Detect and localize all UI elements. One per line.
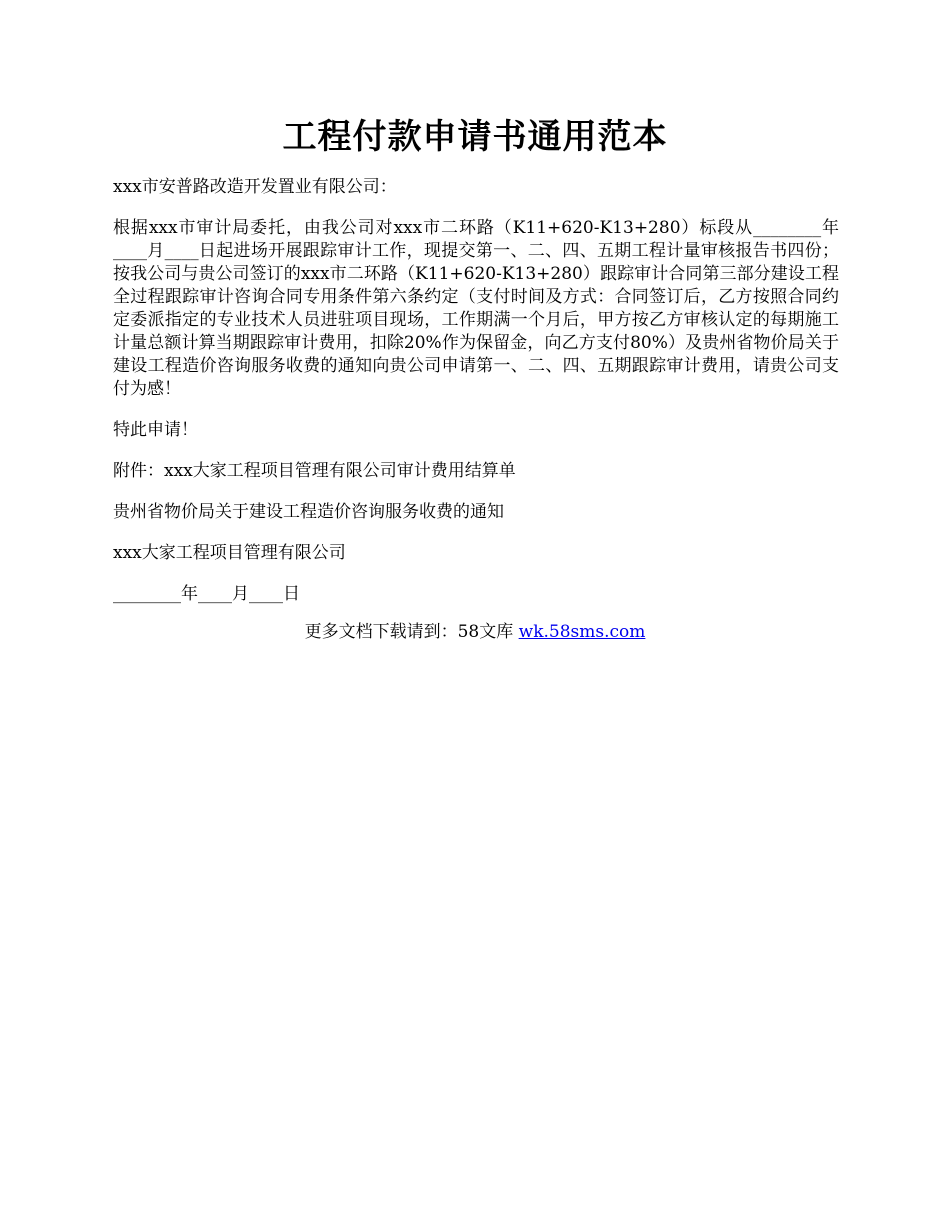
salutation: xxx市安普路改造开发置业有限公司： <box>113 177 397 197</box>
closing-line: 特此申请！ <box>113 420 198 440</box>
attachment-2: 贵州省物价局关于建设工程造价咨询服务收费的通知 <box>113 502 504 522</box>
signer-company: xxx大家工程项目管理有限公司 <box>113 543 346 563</box>
attachment-1: 附件：xxx大家工程项目管理有限公司审计费用结算单 <box>113 461 516 481</box>
body-paragraph: 根据xxx市审计局委托，由我公司对xxx市二环路（K11+620-K13+280）标段从________年____月____日起进场开展跟踪审计工作，现提交第一、二、四、五期工程计量审核报告书四份；按我公司与贵公司签订的xxx市二环路（K11+620-K13+280）跟踪审计合同第三部分建设工程全过程跟踪审计咨询合同专用条件第六条约定（支付时间及方式：合同签订后，乙方按照合同约定委派指定的专业技术人员进驻项目现场，工作期满一个月后，甲方按乙方审核认定的每期施工计量总额计算当期跟踪审计费用，扣除20%作为保留金，向乙方支付80%）及贵州省物价局关于建设工程造价咨询服务收费的通知向贵公司申请第一、二、四、五期跟踪审计费用，请贵公司支付为感！ <box>113 218 839 399</box>
document-body <box>113 176 839 624</box>
footer-link[interactable]: wk.58sms.com <box>518 622 646 642</box>
download-footer <box>0 620 950 644</box>
footer-text: 更多文档下载请到：58文库 <box>304 622 519 642</box>
document-title: 工程付款申请书通用范本 <box>282 117 668 157</box>
date-line: ________年____月____日 <box>113 584 300 604</box>
